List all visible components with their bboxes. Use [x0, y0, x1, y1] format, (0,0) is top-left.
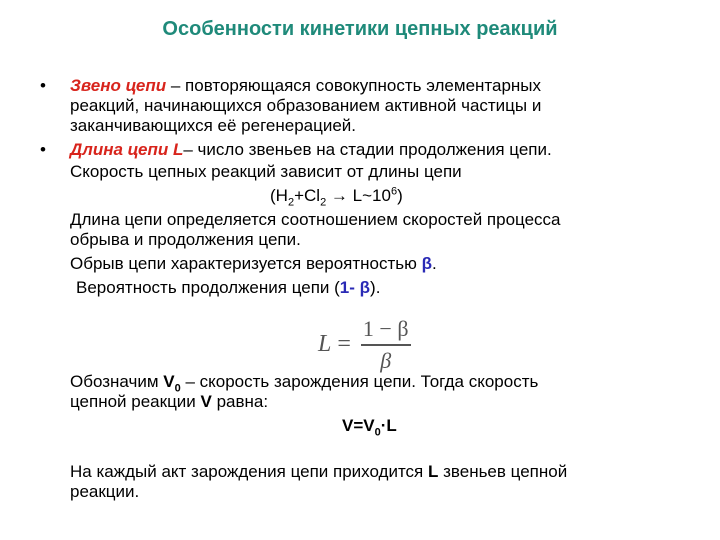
v0-text-line2	[70, 392, 268, 412]
bullet-marker: •	[40, 76, 46, 95]
rate-dot: ·	[380, 416, 387, 435]
speed-dependency-text: Скорость цепных реакций зависит от длины цепи	[70, 162, 462, 181]
formula-equals: =	[337, 331, 351, 358]
beta-symbol: β	[421, 254, 432, 273]
rate-equals: =	[353, 416, 364, 435]
formula-numerator: 1 − β	[362, 316, 409, 341]
example-part: )	[397, 186, 403, 205]
one-minus: 1-	[339, 278, 360, 297]
v-symbol: V	[200, 392, 212, 411]
final-l: L	[427, 462, 439, 481]
chain-link-term: Звено цепи	[70, 76, 167, 95]
example-part: +Cl	[294, 186, 321, 205]
rate-equation	[342, 416, 397, 439]
slide-title: Особенности кинетики цепных реакций	[162, 18, 558, 40]
rate-v0: V	[363, 416, 375, 435]
rate-subscript: 0	[374, 426, 381, 439]
chain-length-definition-text: – число звеньев на стадии продолжения цепи.	[183, 140, 552, 159]
chain-link-definition-line2: реакций, начинающихся образованием активной частицы и	[70, 96, 542, 115]
rate-l: L	[386, 416, 397, 435]
final-text-line1	[70, 462, 567, 482]
cont-close: ).	[370, 278, 381, 297]
v0-text: – скорость зарождения цепи. Тогда скорость	[180, 372, 539, 391]
example-superscript: 6	[390, 185, 398, 198]
formula-fraction	[359, 316, 413, 374]
rate-lhs: V	[342, 416, 354, 435]
reaction-example	[270, 185, 403, 209]
example-part: → L~10	[326, 186, 391, 205]
fraction-bar	[361, 344, 411, 346]
formula-lhs: L	[318, 331, 332, 358]
chain-link-definition-text: – повторяющаяся совокупность элементарных	[166, 76, 542, 95]
formula-denominator: β	[380, 347, 392, 373]
final-text-line2: реакции.	[70, 482, 140, 501]
v0-subscript: 0	[174, 382, 181, 395]
break-text: Обрыв цепи характеризуется вероятностью	[70, 254, 422, 273]
chain-length-definition	[70, 140, 552, 160]
break-probability-text	[70, 254, 437, 274]
v0-symbol: V	[163, 372, 175, 391]
ratio-text-line1: Длина цепи определяется соотношением скоростей процесса	[70, 210, 561, 229]
chain-link-definition-line3: заканчивающихся её регенерацией.	[70, 116, 357, 135]
v-text: равна:	[211, 392, 269, 411]
ratio-text-line2: обрыва и продолжения цепи.	[70, 230, 301, 249]
cont-text: Вероятность продолжения цепи (	[76, 278, 340, 297]
period: .	[432, 254, 437, 273]
chain-link-definition-line1	[70, 76, 541, 96]
v-text: цепной реакции	[70, 392, 201, 411]
bullet-marker: •	[40, 140, 46, 159]
example-part: (H	[270, 186, 288, 205]
continuation-probability-text	[76, 278, 380, 298]
chain-length-formula	[318, 316, 413, 374]
example-subscript: 2	[320, 196, 327, 209]
v0-text-line1	[70, 372, 539, 395]
final-text: звеньев цепной	[438, 462, 568, 481]
beta-symbol: β	[359, 278, 371, 297]
chain-length-term: Длина цепи L	[70, 140, 184, 159]
v0-text: Обозначим	[70, 372, 164, 391]
final-text: На каждый акт зарождения цепи приходится	[70, 462, 428, 481]
example-subscript: 2	[287, 196, 295, 209]
